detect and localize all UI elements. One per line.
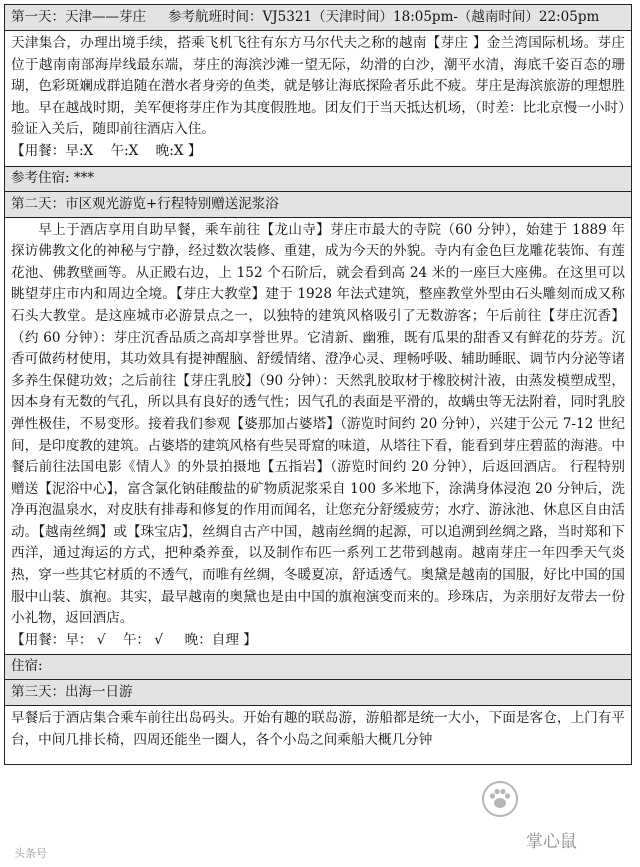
day1-flight-info: 参考航班时间：VJ5321（天津时间）18:05pm-（越南时间）22:05pm <box>168 9 600 25</box>
itinerary-table <box>4 4 632 765</box>
day2-header <box>5 192 631 218</box>
account-watermark <box>480 779 630 865</box>
day2-hotel: 住宿: <box>5 655 631 680</box>
day3-body-text: 早餐后于酒店集合乘车前往出岛码头。开始有趣的联岛游，游船都是统一大小，下面是客仓，上门有平台，中间几排长椅，四周还能坐一圈人，各个小岛之间乘船大概几分钟 <box>11 710 625 749</box>
day2-body-text: 早上于酒店享用自助早餐，乘车前往【龙山寺】芽庄市最大的寺院（60 分钟），始建于 1889 年探访佛教文化的神秘与宁静，经过数次装修、重建，成为今天的外貌。寺内有金色巨龙雕花装饰、有莲花池、佛教壁画等。从正殿右边，上 152 个石阶后，就会看到高 24 米的一座巨大座佛。在这里可以眺望芽庄市内和周边全境。【芽庄大教堂】建于 1928 年法式建筑，整座教堂外型由石头雕刻而成又称石头大教堂。是这座城市必游景点之一，以独特的建筑风格吸引了无数游客；午后前往【芽庄沉香】（约 60 分钟）：芽庄沉香品质之高却享誉世界。它清新、幽雅，既有瓜果的甜香又有鲜花的芬芳。沉香可做药材使用，其功效具有提神醒脑、舒缓情绪、澄净心灵、理畅呼吸、辅助睡眠、调节内分泌等诸多养生保健功效；之后前往【芽庄乳胶】（90 分钟）：天然乳胶取材于橡胶树汁液，由蒸发模塑成型，因本身有无数的气孔，所以具有良好的透气性；因气孔的表面是平滑的，故螨虫等无法附着，同时乳胶弹性极佳，不易变形。接着我们参观【婆那加占婆塔】（游览时间约 20 分钟），兴建于公元 7-12 世纪间，是印度教的建筑。占婆塔的建筑风格有些吴哥窟的味道，从塔往下看，能看到芽庄碧蓝的海港。中餐后前往法国电影《情人》的外景拍摄地【五指岩】（游览时间约 20 分钟），后返回酒店。 行程特别赠送【泥浴中心】，富含氯化钠硅酸盐的矿物质泥浆采自 100 多米地下，涂满身体浸泡 20 分钟后，洗净再泡温泉水，对皮肤有排毒和修复的作用而闻名，让您充分舒缓疲劳；水疗、游泳池、休息区自由活动。【越南丝绸】或【珠宝店】，丝绸自古产中国，越南丝绸的起源，可以追溯到丝绸之路，当时郑和下西洋，通过海运的方式，把种桑养蚕，以及制作布匹一系列工艺带到越南。越南芽庄一年四季天气炎热，穿一些其它材质的不透气，而唯有丝绸，冬暖夏凉，舒适透气。奥黛是越南的国服，好比中国的国服中山装、旗袍。其实，最早越南的奥黛也是由中国的旗袍演变而来的。珍珠店，为亲朋好友带去一份小礼物，返回酒店。 <box>11 221 625 627</box>
day3-description <box>5 706 631 764</box>
day1-meals: 【用餐：早:X 午:X 晚:X 】 <box>11 142 202 159</box>
paw-icon <box>480 779 520 819</box>
account-name: 掌心鼠 <box>526 832 577 852</box>
day1-title: 第一天：天津——芽庄 <box>11 9 146 25</box>
day1-body-text: 天津集合，办理出境手续，搭乘飞机飞往有东方马尔代夫之称的越南【芽庄 】金兰湾国际机场。芽庄位于越南南部海岸线最东端，芽庄的海滨沙滩一望无际，幼滑的白沙，潮平水清，海底千姿百态的珊瑚，色彩斑斓成群追随在潜水者身旁的鱼类，就是够让海底探险者乐此不疲。芽庄是海滨旅游的理想胜地。早在越战时期，美军便将芽庄作为其度假胜地。团友们于当天抵达机场，（时差：比北京慢一小时）验证入关后，随即前往酒店入住。 <box>11 35 625 138</box>
day3-title: 第三天：出海一日游 <box>11 684 133 701</box>
source-watermark: 头条号 <box>14 847 47 860</box>
day1-description <box>5 31 631 167</box>
day2-meals: 【用餐：早： √ 午： √ 晚：自理 】 <box>11 631 257 648</box>
day1-hotel: 参考住宿: *** <box>5 167 631 192</box>
day2-description <box>5 218 631 656</box>
day1-header <box>5 5 631 31</box>
day3-header <box>5 680 631 706</box>
day2-title: 第二天：市区观光游览+行程特别赠送泥浆浴 <box>11 195 279 212</box>
